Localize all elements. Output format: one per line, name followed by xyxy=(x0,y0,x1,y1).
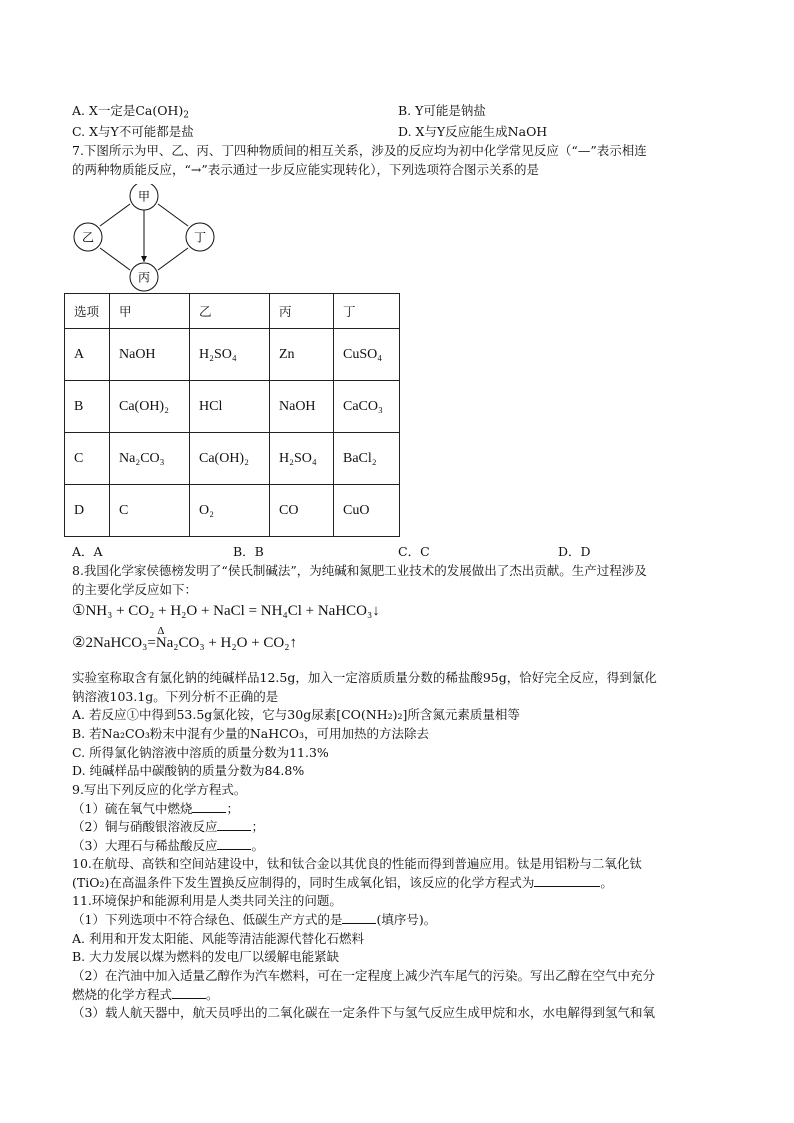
q6-option-d: D. X与Y反应能生成NaOH xyxy=(398,124,548,139)
table-row xyxy=(65,381,400,433)
table-cell: CuSO₄ xyxy=(334,329,400,381)
table-cell: Zn xyxy=(270,329,334,381)
node-ding-label: 丁 xyxy=(193,230,207,245)
answer-blank[interactable] xyxy=(172,986,206,999)
line-ding-bing xyxy=(158,248,188,270)
answer-blank[interactable] xyxy=(217,837,251,850)
q11-item-3: （3）载人航天器中，航天员呼出的二氧化碳在一定条件下与氢气反应生成甲烷和水，水电解得到氢气和氧 xyxy=(72,1005,655,1020)
relation-diagram xyxy=(70,184,220,292)
heat-condition xyxy=(147,625,165,654)
q9-item-3: （3）大理石与稀盐酸反应 。 xyxy=(72,838,264,853)
table-cell: C xyxy=(110,485,190,537)
table-row xyxy=(65,329,400,381)
q8-equation-1: ①NH₃ + CO₂ + H₂O + NaCl = NH₄Cl + NaHCO₃↓ xyxy=(72,603,380,619)
line-jia-yi xyxy=(100,204,130,226)
q7-option-d: D．D xyxy=(558,544,591,559)
table-cell: NaOH xyxy=(110,329,190,381)
node-jia-label: 甲 xyxy=(137,189,151,204)
q8-option-b: B. 若Na₂CO₃粉末中混有少量的NaHCO₃，可用加热的方法除去 xyxy=(72,726,429,741)
q10-stem-line1: 10.在航母、高铁和空间站建设中，钛和钛合金以其优良的性能而得到普遍应用。钛是用铝粉与二氧化钛 xyxy=(72,856,642,871)
table-header-cell: 选项 xyxy=(65,294,110,329)
options-table xyxy=(64,293,400,537)
q6-option-b: B. Y可能是钠盐 xyxy=(398,103,486,118)
delta-symbol: Δ xyxy=(157,625,165,637)
q8-option-a: A. 若反应①中得到53.5g氯化铵，它与30g尿素[CO(NH₂)₂]所含氮元素质量相等 xyxy=(72,707,520,722)
q7-option-b: B．B xyxy=(233,544,264,559)
eq2-products: Na₂CO₃ + H₂O + CO₂↑ xyxy=(155,635,297,651)
table-cell: Ca(OH)₂ xyxy=(190,433,270,485)
table-cell: Na₂CO₃ xyxy=(110,433,190,485)
answer-blank[interactable] xyxy=(534,874,600,887)
q8-option-d: D. 纯碱样品中碳酸钠的质量分数为84.8% xyxy=(72,763,305,778)
q11-title: 11.环境保护和能源利用是人类共同关注的问题。 xyxy=(72,893,342,908)
node-yi-label: 乙 xyxy=(81,230,95,245)
table-cell: CuO xyxy=(334,485,400,537)
q8-stem-line4: 钠溶液103.1g。下列分析不正确的是 xyxy=(72,689,279,704)
q8-equation-2 xyxy=(72,625,297,654)
table-cell: NaOH xyxy=(270,381,334,433)
q9-item-1: （1）硫在氧气中燃烧 ； xyxy=(72,801,239,816)
eq2-reactant: ②2NaHCO₃ xyxy=(72,635,148,651)
table-cell: CaCO₃ xyxy=(334,381,400,433)
q9-item-2: （2）铜与硝酸银溶液反应 ； xyxy=(72,819,264,834)
q8-option-c: C. 所得氯化钠溶液中溶质的质量分数为11.3% xyxy=(72,745,329,760)
q7-stem-line2: 的两种物质能反应，“→”表示通过一步反应能实现转化），下列选项符合图示关系的是 xyxy=(72,162,540,177)
table-cell: H₂SO₄ xyxy=(270,433,334,485)
table-header-cell: 丁 xyxy=(334,294,400,329)
q9-title: 9.写出下列反应的化学方程式。 xyxy=(72,782,247,797)
answer-blank[interactable] xyxy=(342,911,376,924)
table-cell: B xyxy=(65,381,110,433)
table-cell: D xyxy=(65,485,110,537)
table-header-cell: 甲 xyxy=(110,294,190,329)
q6-option-c: C. X与Y不可能都是盐 xyxy=(72,124,194,139)
q11-option-a: A. 利用和开发太阳能、风能等清洁能源代替化石燃料 xyxy=(72,931,364,946)
table-cell: O₂ xyxy=(190,485,270,537)
table-row xyxy=(65,433,400,485)
answer-blank[interactable] xyxy=(192,800,226,813)
line-yi-bing xyxy=(100,248,130,270)
eq2-equals: = xyxy=(147,635,156,651)
table-cell: CO xyxy=(270,485,334,537)
table-cell: H₂SO₄ xyxy=(190,329,270,381)
table-header-cell: 丙 xyxy=(270,294,334,329)
table-header-row xyxy=(65,294,400,329)
table-cell: BaCl₂ xyxy=(334,433,400,485)
table-header-cell: 乙 xyxy=(190,294,270,329)
answer-blank[interactable] xyxy=(217,818,251,831)
table-cell: Ca(OH)₂ xyxy=(110,381,190,433)
q7-option-c: C．C xyxy=(398,544,430,559)
table-cell: HCl xyxy=(190,381,270,433)
table-cell: A xyxy=(65,329,110,381)
q11-option-b: B. 大力发展以煤为燃料的发电厂以缓解电能紧缺 xyxy=(72,949,340,964)
q8-stem-line3: 实验室称取含有氯化钠的纯碱样品12.5g，加入一定溶质质量分数的稀盐酸95g，恰好完全反应，得到氯化 xyxy=(72,670,657,685)
table-row xyxy=(65,485,400,537)
line-jia-ding xyxy=(158,204,188,226)
q11-item-2-line1: （2）在汽油中加入适量乙醇作为汽车燃料，可在一定程度上减少汽车尾气的污染。写出乙醇在空气中充分 xyxy=(72,968,655,983)
table-cell: C xyxy=(65,433,110,485)
q11-item-1: （1）下列选项中不符合绿色、低碳生产方式的是 (填序号)。 xyxy=(72,912,437,927)
q7-option-a: A．A xyxy=(72,544,103,559)
q8-stem-line1: 8.我国化学家侯德榜发明了“侯氏制碱法”，为纯碱和氮肥工业技术的发展做出了杰出贡献。生产过程涉及 xyxy=(72,563,647,578)
node-bing-label: 丙 xyxy=(137,270,151,285)
q10-stem-line2: (TiO₂)在高温条件下发生置换反应制得的，同时生成氧化铝，该反应的化学方程式为 。 xyxy=(72,875,613,890)
q7-stem-line1: 7.下图所示为甲、乙、丙、丁四种物质间的相互关系，涉及的反应均为初中化学常见反应（“—”表示相连 xyxy=(72,143,647,158)
q6-option-a: A. X一定是$Ca(OH)_2$ xyxy=(72,103,190,121)
q8-stem-line2: 的主要化学反应如下： xyxy=(72,582,198,597)
q11-item-2-line2: 燃烧的化学方程式 。 xyxy=(72,987,219,1002)
